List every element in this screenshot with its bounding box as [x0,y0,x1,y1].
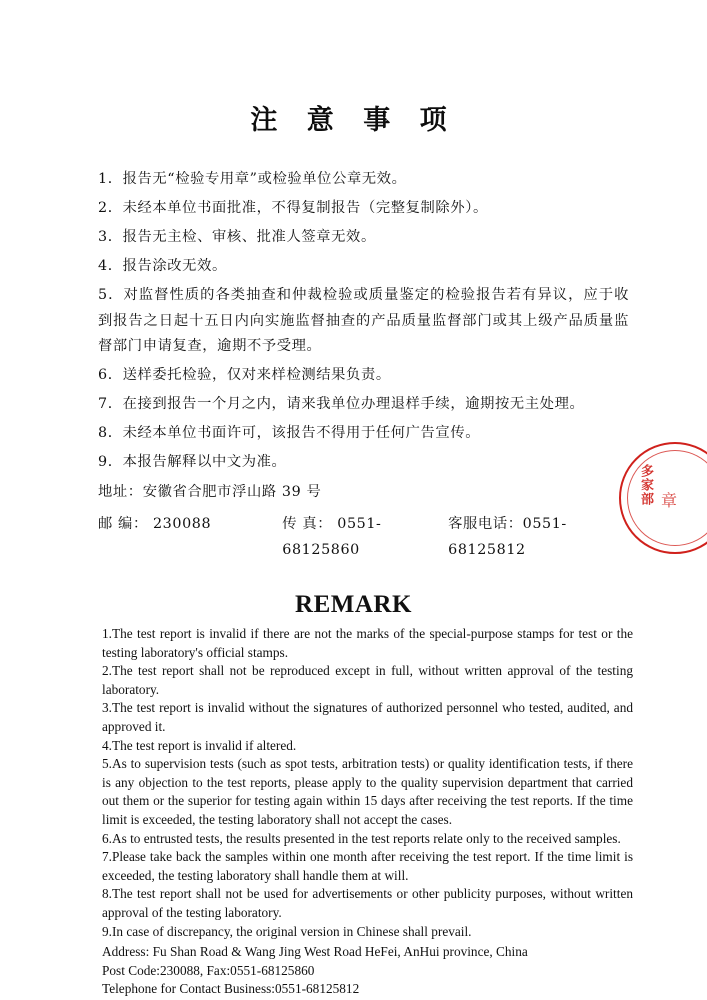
english-contact-block [102,943,633,999]
chinese-note-item: 6．送样委托检验，仅对来样检测结果负责。 [98,367,391,383]
english-section-title: REMARK [295,591,412,618]
chinese-note-item: 2．未经本单位书面批准，不得复制报告（完整复制除外）。 [98,200,488,216]
english-remark-item: 3.The test report is invalid without the signatures of authorized personnel who tested, audited, and approved it. [102,700,633,734]
chinese-section-title: 注 意 事 项 [250,105,457,136]
chinese-postcode: 邮 编： 230088 [98,516,212,532]
chinese-service-phone: 客服电话：0551-68125812 [448,516,567,558]
chinese-note-item: 8．未经本单位书面许可，该报告不得用于任何广告宣传。 [98,425,481,441]
english-telephone: Telephone for Contact Business:0551-68125812 [102,981,360,997]
english-remark-item: 6.As to entrusted tests, the results presented in the test reports relate only to the received samples. [102,830,621,846]
english-remark-item: 8.The test report shall not be used for advertisements or other publicity purposes, without written approval of the testing laboratory. [102,886,633,920]
english-postcode-fax: Post Code:230088, Fax:0551-68125860 [102,962,315,978]
chinese-note-item: 7．在接到报告一个月之内，请来我单位办理退样手续，逾期按无主处理。 [98,396,585,412]
chinese-address: 地址：安徽省合肥市浮山路 39 号 [98,483,322,500]
chinese-note-item: 4．报告涂改无效。 [98,258,227,274]
chinese-note-item: 9．本报告解释以中文为准。 [98,454,287,470]
english-remark-item: 1.The test report is invalid if there are not the marks of the special-purpose stamps for test or the testing laboratory's official stamps. [102,626,633,660]
english-remark-item: 7.Please take back the samples within one month after receiving the test report. If the time limit is exceeded, the testing laboratory shall handle them at will. [102,849,633,883]
chinese-note-item: 5．对监督性质的各类抽查和仲裁检验或质量鉴定的检验报告若有异议，应于收到报告之日起十五日内向实施监督抽查的产品质量监督部门或其上级产品质量监督部门申请复查，逾期不予受理。 [98,287,629,354]
english-remark-item: 2.The test report shall not be reproduced except in full, without written approval of the testing laboratory. [102,663,633,697]
chinese-contact-row [98,512,629,563]
chinese-note-item: 3．报告无主检、审核、批准人签章无效。 [98,229,376,245]
chinese-notes-list [0,167,707,563]
english-remark-item: 4.The test report is invalid if altered. [102,737,297,753]
chinese-fax: 传 真： 0551-68125860 [282,516,382,558]
seal-mark: 章 [661,493,678,510]
english-remark-item: 5.As to supervision tests (such as spot tests, arbitration tests) or quality identification tests, if there is any objection to the test reports, please apply to the quality supervision department that carried out them or the superior for testing again within 15 days after receiving the test reports. If the time limit is exceeded, the testing laboratory shall not accept the cases. [102,756,633,827]
english-remark-item: 9.In case of discrepancy, the original version in Chinese shall prevail. [102,923,472,939]
seal-text: 多家部 [638,464,653,506]
english-address: Address: Fu Shan Road & Wang Jing West Road HeFei, AnHui province, China [102,944,528,960]
chinese-note-item: 1．报告无“检验专用章”或检验单位公章无效。 [98,171,407,187]
english-remark-list [0,625,707,999]
